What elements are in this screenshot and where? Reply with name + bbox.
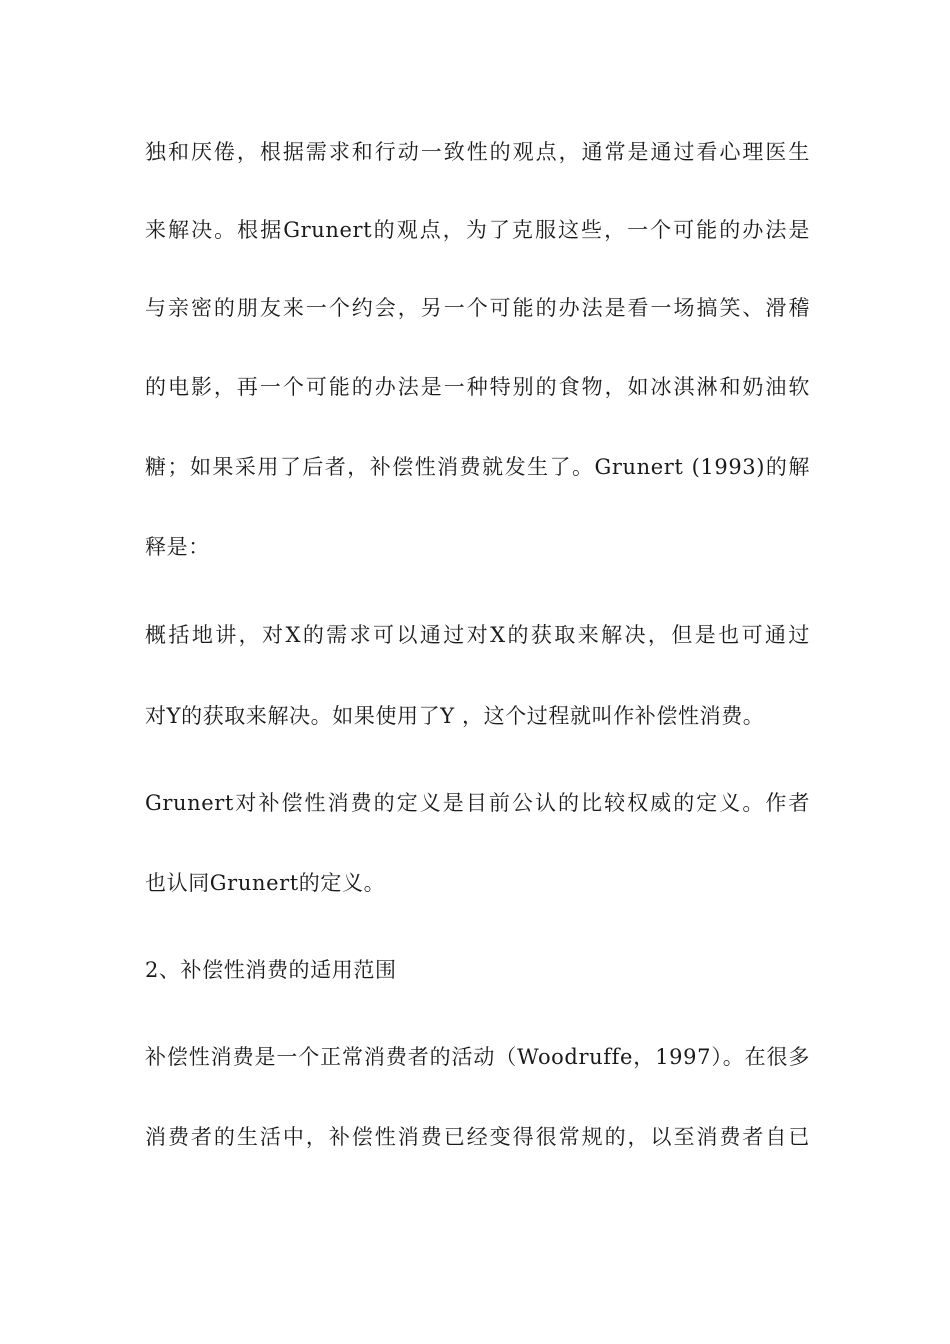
body-text-line: 也认同Grunert的定义。 [145,871,386,895]
body-text-line: 与亲密的朋友来一个约会，另一个可能的办法是看一场搞笑、滑稽 [145,296,810,320]
body-text-line: Grunert对补偿性消费的定义是目前公认的比较权威的定义。作者 [145,791,810,815]
body-text-line: 消费者的生活中，补偿性消费已经变得很常规的，以至消费者自已 [145,1125,810,1149]
body-text-line: 的电影，再一个可能的办法是一种特别的食物，如冰淇淋和奶油软 [145,375,810,399]
quote-text-line: 对Y的获取来解决。如果使用了Y ，这个过程就叫作补偿性消费。 [145,704,765,728]
quote-text-line: 概括地讲，对X的需求可以通过对X的获取来解决，但是也可通过 [145,623,810,647]
body-text-line: 独和厌倦，根据需求和行动一致性的观点，通常是通过看心理医生 [145,140,810,164]
body-text-line: 补偿性消费是一个正常消费者的活动（Woodruffe，1997）。在很多 [145,1045,810,1069]
body-text-line: 糖；如果采用了后者，补偿性消费就发生了。Grunert (1993)的解 [145,455,810,479]
body-text-line: 来解决。根据Grunert的观点，为了克服这些，一个可能的办法是 [145,218,810,242]
section-heading: 2、补偿性消费的适用范围 [145,958,397,982]
body-text-line: 释是： [145,535,210,559]
